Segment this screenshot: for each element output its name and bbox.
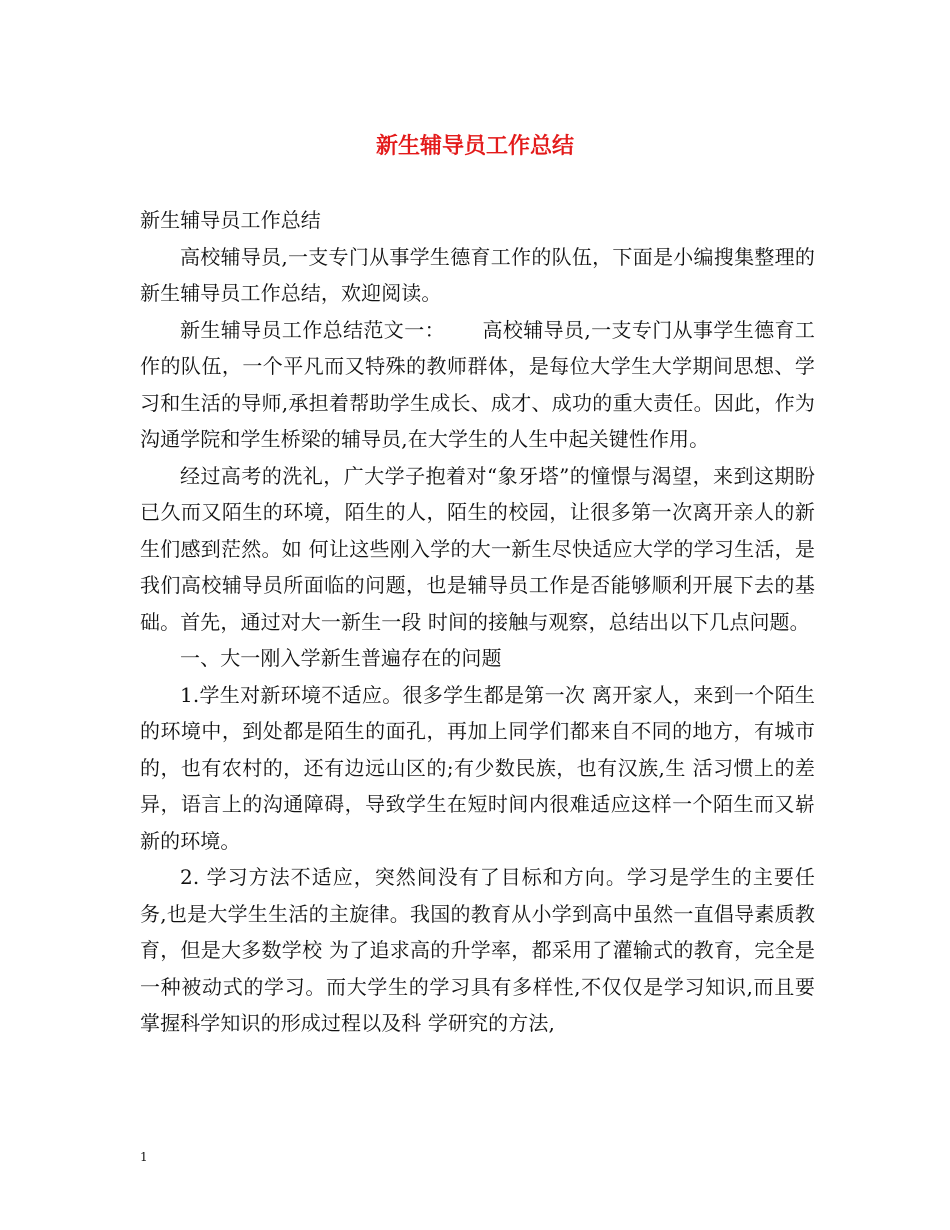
- paragraph-sample-one: 新生辅导员工作总结范文一： 高校辅导员,一支专门从事学生德育工作的队伍，一个平凡而又特殊的教师群体，是每位大学生大学期间思想、学习和生活的导师,承担着帮助学生成长、成才、成功的重大责任。因此，作为沟通学院和学生桥梁的辅导员,在大学生的人生中起关键性作用。: [140, 317, 815, 451]
- document-body: [140, 202, 815, 1042]
- page-number: 1: [140, 1150, 148, 1164]
- paragraph-point-one: 1.学生对新环境不适应。很多学生都是第一次 离开家人，来到一个陌生的环境中，到处都是陌生的面孔，再加上同学们都来自不同的地方，有城市的，也有农村的，还有边远山区的;有少数民族，也有汉族,生 活习惯上的差异，语言上的沟通障碍，导致学生在短时间内很难适应这样一个陌生而又崭新的环境。: [140, 682, 815, 853]
- section-heading-problems: 一、大一刚入学新生普遍存在的问题: [180, 646, 502, 670]
- paragraph-point-two: 2. 学习方法不适应，突然间没有了目标和方向。学习是学生的主要任务,也是大学生生活的主旋律。我国的教育从小学到高中虽然一直倡导素质教育，但是大多数学校 为了追求高的升学率，都采用了灌输式的教育，完全是一种被动式的学习。而大学生的学习具有多样性,不仅仅是学习知识,而且要掌握科学知识的形成过程以及科 学研究的方法,: [140, 865, 815, 1035]
- paragraph-background: 经过高考的洗礼，广大学子抱着对“象牙塔”的憧憬与渴望，来到这期盼已久而又陌生的环境，陌生的人，陌生的校园，让很多第一次离开亲人的新生们感到茫然。如 何让这些刚入学的大一新生尽快适应大学的学习生活，是我们高校辅导员所面临的问题，也是辅导员工作是否能够顺利开展下去的基础。首先，通过对大一新生一段 时间的接触与观察，总结出以下几点问题。: [140, 463, 815, 634]
- document-title: 新生辅导员工作总结: [375, 134, 574, 159]
- paragraph-intro: 高校辅导员,一支专门从事学生德育工作的队伍，下面是小编搜集整理的新生辅导员工作总结，欢迎阅读。: [140, 244, 815, 305]
- paragraph-heading: 新生辅导员工作总结: [140, 208, 321, 232]
